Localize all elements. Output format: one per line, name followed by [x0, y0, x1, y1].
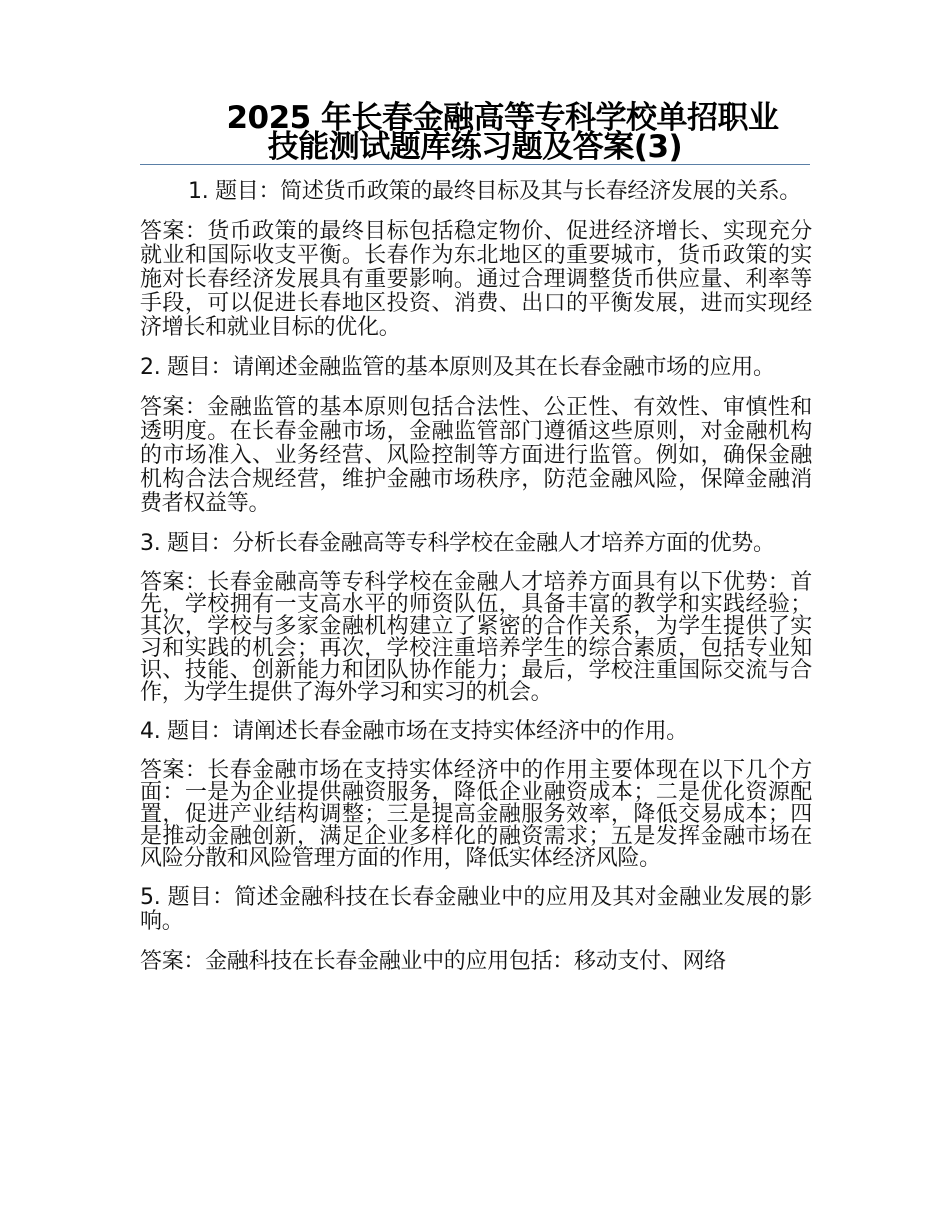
answer-5: 答案：金融科技在长春金融业中的应用包括：移动支付、网络 — [140, 949, 726, 974]
question-5: 5. 题目：简述金融科技在长春金融业中的应用及其对金融业发展的影响。 — [140, 885, 812, 934]
answer-4: 答案：长春金融市场在支持实体经济中的作用主要体现在以下几个方面：一是为企业提供融资服务，降低企业融资成本；二是优化资源配置，促进产业结构调整；三是提高金融服务效率，降低交易成本；四是推动金融创新，满足企业多样化的融资需求；五是发挥金融市场在风险分散和风险管理方面的作用，降低实体经济风险。 — [140, 758, 812, 871]
question-1: 1. 题目：简述货币政策的最终目标及其与长春经济发展的关系。 — [188, 179, 801, 204]
question-2: 2. 题目：请阐述金融监管的基本原则及其在长春金融市场的应用。 — [140, 355, 775, 380]
answer-2: 答案：金融监管的基本原则包括合法性、公正性、有效性、审慎性和透明度。在长春金融市场，金融监管部门遵循这些原则，对金融机构的市场准入、业务经营、风险控制等方面进行监管。例如，确保金融机构合法合规经营，维护金融市场秩序，防范金融风险，保障金融消费者权益等。 — [140, 395, 812, 516]
title-block — [140, 100, 810, 165]
question-3: 3. 题目：分析长春金融高等专科学校在金融人才培养方面的优势。 — [140, 531, 775, 556]
answer-3: 答案：长春金融高等专科学校在金融人才培养方面具有以下优势：首先，学校拥有一支高水平的师资队伍，具备丰富的教学和实践经验；其次，学校与多家金融机构建立了紧密的合作关系，为学生提供了实习和实践的机会；再次，学校注重培养学生的综合素质，包括专业知识、技能、创新能力和团队协作能力；最后，学校注重国际交流与合作，为学生提供了海外学习和实习的机会。 — [140, 570, 812, 705]
title-line-1: 2025 年长春金融高等专科学校单招职业 — [226, 100, 779, 136]
document-body — [140, 180, 812, 990]
page-title — [140, 100, 810, 165]
answer-1: 答案：货币政策的最终目标包括稳定物价、促进经济增长、实现充分就业和国际收支平衡。长春作为东北地区的重要城市，货币政策的实施对长春经济发展具有重要影响。通过合理调整货币供应量、利率等手段，可以促进长春地区投资、消费、出口的平衡发展，进而实现经济增长和就业目标的优化。 — [140, 219, 812, 340]
question-4: 4. 题目：请阐述长春金融市场在支持实体经济中的作用。 — [140, 719, 688, 744]
title-line-2: 技能测试题库练习题及答案(3) — [267, 129, 683, 165]
